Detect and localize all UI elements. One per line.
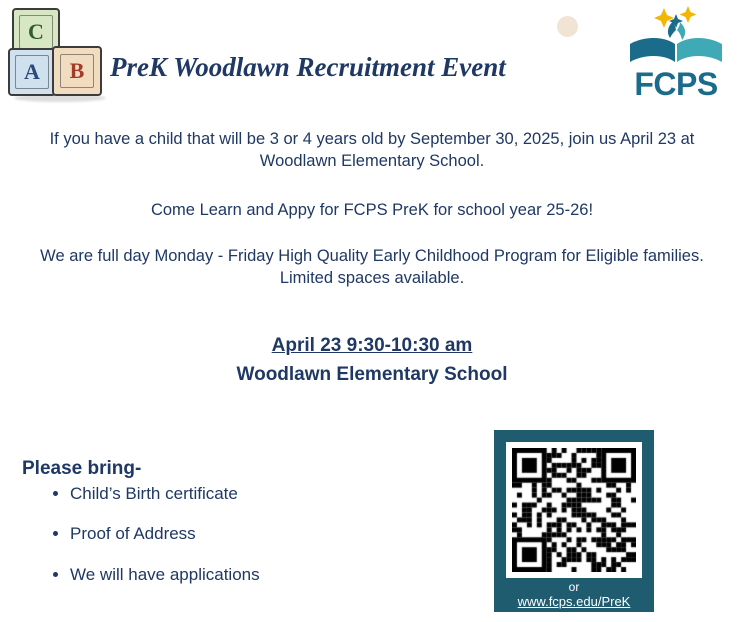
event-details: [0, 335, 744, 386]
event-location: Woodlawn Elementary School: [236, 364, 508, 386]
intro-paragraph: If you have a child that will be 3 or 4 years old by September 30, 2025, join us April 23 at Woodlawn Elementary School.: [49, 130, 695, 171]
limited-spaces-paragraph: Limited spaces available.: [279, 269, 465, 288]
list-item: • Child’s Birth certificate: [70, 484, 260, 504]
decorative-dot: [557, 16, 578, 37]
qr-code-icon: [512, 448, 636, 572]
block-a: [8, 48, 56, 96]
flyer-header: [0, 0, 744, 112]
qr-or-label: or: [568, 580, 580, 594]
fcps-logo: [622, 4, 730, 100]
page-title: PreK Woodlawn Recruitment Event: [110, 52, 506, 82]
block-b-letter: B: [60, 54, 95, 89]
block-a-letter: A: [15, 55, 48, 88]
list-item: • Proof of Address: [70, 524, 260, 544]
program-paragraph: We are full day Monday - Friday High Quality Early Childhood Program for Eligible families.: [40, 246, 704, 265]
block-b: [52, 46, 102, 96]
block-c-letter: C: [19, 15, 52, 48]
fcps-book-star-icon: [624, 4, 728, 66]
bring-list-title: Please bring-: [22, 458, 142, 479]
list-item: • We will have applications: [70, 565, 260, 585]
abc-blocks-logo: [8, 8, 104, 102]
qr-code-card[interactable]: [494, 430, 654, 612]
prek-website-link[interactable]: www.fcps.edu/PreK: [517, 594, 631, 609]
bring-list: [40, 484, 260, 605]
learn-apply-paragraph: Come Learn and Appy for FCPS PreK for school year 25-26!: [150, 200, 594, 219]
fcps-wordmark: FCPS: [634, 66, 718, 102]
qr-code-frame: [506, 442, 642, 578]
event-time: April 23 9:30-10:30 am: [271, 335, 473, 357]
